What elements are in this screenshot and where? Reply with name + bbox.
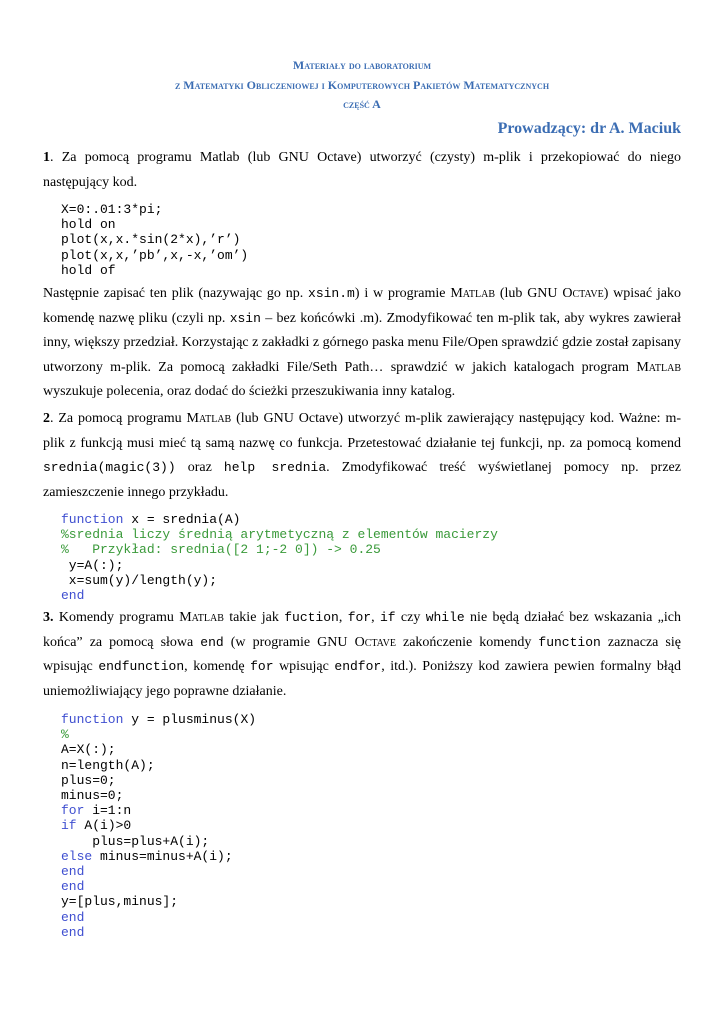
keyword: end	[61, 588, 85, 604]
instructor-name: Prowadzący: dr A. Maciuk	[497, 120, 681, 137]
inline-code: for	[347, 610, 372, 625]
text: . Za pomocą programu	[50, 411, 187, 426]
header-line3-text: część A	[343, 97, 381, 111]
inline-code: fuction	[284, 610, 339, 625]
keyword: if	[61, 818, 77, 834]
matlab-name: Matlab	[636, 359, 681, 375]
code-text: x = srednia(A)	[123, 512, 241, 527]
header-title-line1	[0, 56, 724, 75]
inline-code: help srednia	[223, 460, 327, 475]
task2-code-block	[61, 512, 498, 603]
text: – bez końcówki .m). Zmodyfikować ten m-plik tak, aby wykres zawierał inny, większy przedział. Korzystając z zakładki z górnego paska menu File/Open sprawdzić gdzie został zapisany utworzony m-plik. Za pomocą zakładki File/Seth Path… sprawdzić w jakich katalogach program	[43, 310, 681, 375]
text: ,	[371, 610, 380, 625]
task1-code-block	[61, 202, 248, 278]
text: czy	[395, 610, 426, 625]
task3-description	[43, 606, 681, 704]
task1-intro	[43, 146, 681, 195]
task3-code-block	[61, 712, 256, 940]
text: , itd.). Poniższy kod zawiera pewien formalny błąd uniemożliwiający jego poprawne działanie.	[43, 659, 682, 699]
text: wyszukuje polecenia, oraz dodać do ścieżki przeszukiwania inny katalog.	[43, 384, 456, 399]
code-comment: % Przykład: srednia([2 1;-2 0]) -> 0.25	[61, 542, 381, 558]
task3-number: 3.	[43, 610, 54, 625]
text: (lub GNU	[495, 286, 563, 301]
text: takie jak	[223, 610, 285, 625]
text: ) i w programie	[354, 286, 451, 301]
code-line: y=A(:);	[61, 557, 124, 573]
text: ) wpisać jako komendę nazwę pliku (czyli np.	[43, 286, 681, 326]
text: oraz	[175, 460, 224, 475]
inline-code: endfor	[334, 659, 382, 674]
code-text: y = plusminus(X)	[123, 712, 257, 727]
matlab-name: Matlab	[179, 610, 224, 625]
code-comment: %srednia liczy średnią arytmetyczną z elementów macierzy	[61, 527, 498, 543]
text: Komendy programu	[53, 610, 180, 625]
keyword: end	[61, 879, 85, 895]
header-title-line3	[0, 95, 724, 114]
keyword: end	[61, 924, 85, 940]
inline-code: endfunction	[98, 659, 185, 674]
inline-code: for	[250, 659, 274, 674]
code-line: plot(x,x.*sin(2*x),’r’)	[61, 232, 241, 248]
text: . Zmodyfikować treść wyświetlanej pomocy np. przez zamieszczenie innego przykładu.	[43, 460, 681, 500]
text: , komendę	[184, 659, 251, 674]
text: ,	[338, 610, 348, 625]
inline-code: xsin.m	[308, 286, 355, 301]
inline-code: end	[200, 634, 224, 650]
inline-code: while	[425, 610, 465, 625]
inline-code: xsin	[229, 310, 261, 326]
code-line	[61, 818, 256, 833]
text: (w programie GNU	[223, 634, 355, 650]
code-text: A(i)>0	[76, 818, 132, 834]
text: zakończenie komendy	[395, 634, 539, 650]
code-line: n=length(A);	[61, 757, 155, 773]
code-line: minus=0;	[61, 788, 124, 804]
keyword: for	[61, 803, 85, 819]
code-line: hold on	[61, 217, 116, 233]
code-text: i=1:n	[84, 803, 132, 819]
task1-description	[43, 282, 681, 405]
inline-code: if	[379, 610, 396, 625]
task1-number: 1	[43, 150, 50, 165]
code-line	[61, 803, 256, 818]
matlab-name: Matlab	[450, 286, 495, 301]
text: wpisując	[273, 659, 335, 674]
code-line: plus=0;	[61, 772, 116, 788]
octave-name: Octave	[562, 286, 604, 301]
code-line: hold of	[61, 262, 116, 278]
keyword: else	[61, 848, 93, 864]
code-line	[61, 512, 498, 527]
code-line: A=X(:);	[61, 742, 116, 758]
matlab-name: Matlab	[186, 411, 232, 426]
keyword: function	[61, 712, 124, 727]
text: zaznacza się wpisując	[43, 634, 681, 674]
task2-description	[43, 407, 681, 505]
keyword: function	[61, 512, 124, 527]
text: (lub GNU Octave) utworzyć m-plik zawierający następujący kod. Ważne: m-plik z funkcją musi mieć tą samą nazwę co funkcja. Przetestować działanie tej funkcji, np. za pomocą komend	[43, 411, 681, 451]
code-line: y=[plus,minus];	[61, 894, 179, 910]
text: Następnie zapisać ten plik (nazywając go np.	[43, 286, 309, 301]
task1-intro-text: . Za pomocą programu Matlab (lub GNU Octave) utworzyć (czysty) m-plik i przekopiować do niego następujący kod.	[43, 150, 681, 190]
code-line	[61, 712, 256, 727]
code-line	[61, 849, 256, 864]
code-line: X=0:.01:3*pi;	[61, 202, 163, 217]
text: nie będą działać bez wskazania „ich końca” za pomocą słowa	[43, 610, 682, 650]
keyword: end	[61, 909, 85, 925]
inline-code: srednia(magic(3))	[43, 460, 176, 475]
header-line1-text: Materiały do laboratorium	[292, 58, 432, 72]
header-line2-text: z Matematyki Obliczeniowej i Komputerowych Pakietów Matematycznych	[174, 78, 550, 92]
code-comment: %	[61, 727, 69, 743]
inline-code: function	[538, 634, 601, 650]
code-text: minus=minus+A(i);	[92, 848, 233, 864]
code-line: plot(x,x,’pb’,x,-x,’om’)	[61, 247, 249, 263]
header-title-line2	[0, 76, 724, 95]
task2-number: 2	[43, 411, 50, 426]
code-line: plus=plus+A(i);	[61, 833, 210, 849]
keyword: end	[61, 864, 85, 880]
octave-name: Octave	[354, 634, 396, 650]
code-line: x=sum(y)/length(y);	[61, 572, 218, 588]
